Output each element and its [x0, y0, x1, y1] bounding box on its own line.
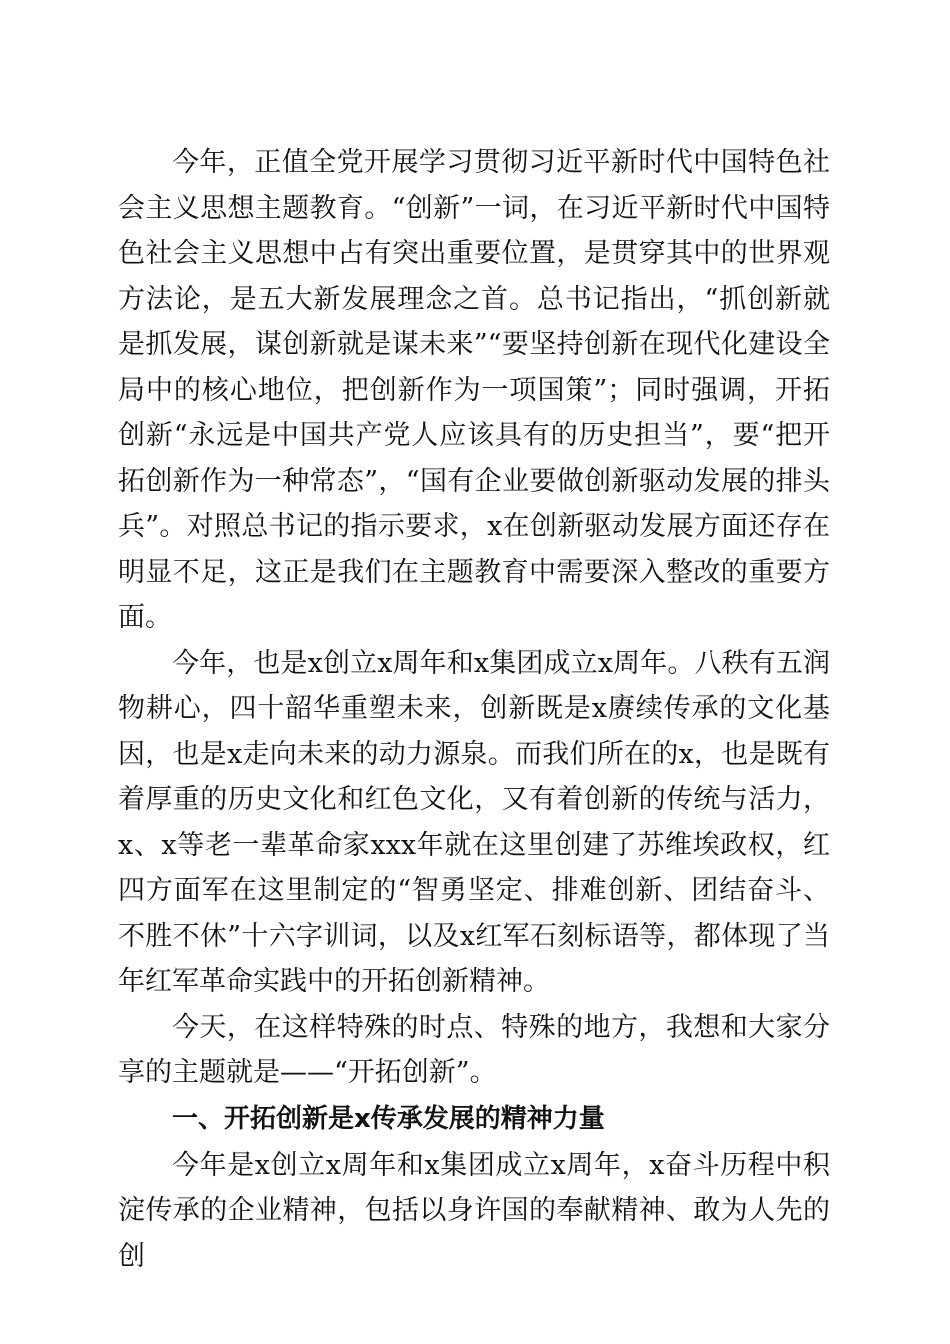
document-body [118, 140, 830, 1279]
paragraph-section-one: 今年是x创立x周年和x集团成立x周年，x奋斗历程中积淀传承的企业精神，包括以身许国的奉献精神、敢为人先的创 [118, 1149, 830, 1272]
section-heading: 一、开拓创新是x传承发展的精神力量 [172, 1103, 605, 1134]
paragraph-anniversary: 今年，也是x创立x周年和x集团成立x周年。八秩有五润物耕心，四十韶华重塑未来，创新既是x赓续传承的文化基因，也是x走向未来的动力源泉。而我们所在的x，也是既有着厚重的历史文化和红色文化，又有着创新的传统与活力，x、x等老一辈革命家xxx年就在这里创建了苏维埃政权，红四方面军在这里制定的“智勇坚定、排难创新、团结奋斗、不胜不休”十六字训词，以及x红军石刻标语等，都体现了当年红军革命实践中的开拓创新精神。 [118, 647, 830, 997]
paragraph-theme: 今天，在这样特殊的时点、特殊的地方，我想和大家分享的主题就是——“开拓创新”。 [118, 1011, 830, 1088]
paragraph-intro: 今年，正值全党开展学习贯彻习近平新时代中国特色社会主义思想主题教育。“创新”一词，在习近平新时代中国特色社会主义思想中占有突出重要位置，是贯穿其中的世界观方法论，是五大新发展理念之首。总书记指出，“抓创新就是抓发展，谋创新就是谋未来”“要坚持创新在现代化建设全局中的核心地位，把创新作为一项国策”；同时强调，开拓创新“永远是中国共产党人应该具有的历史担当”，要“把开拓创新作为一种常态”，“国有企业要做创新驱动发展的排头兵”。对照总书记的指示要求，x在创新驱动发展方面还存在明显不足，这正是我们在主题教育中需要深入整改的重要方面。 [118, 147, 830, 633]
